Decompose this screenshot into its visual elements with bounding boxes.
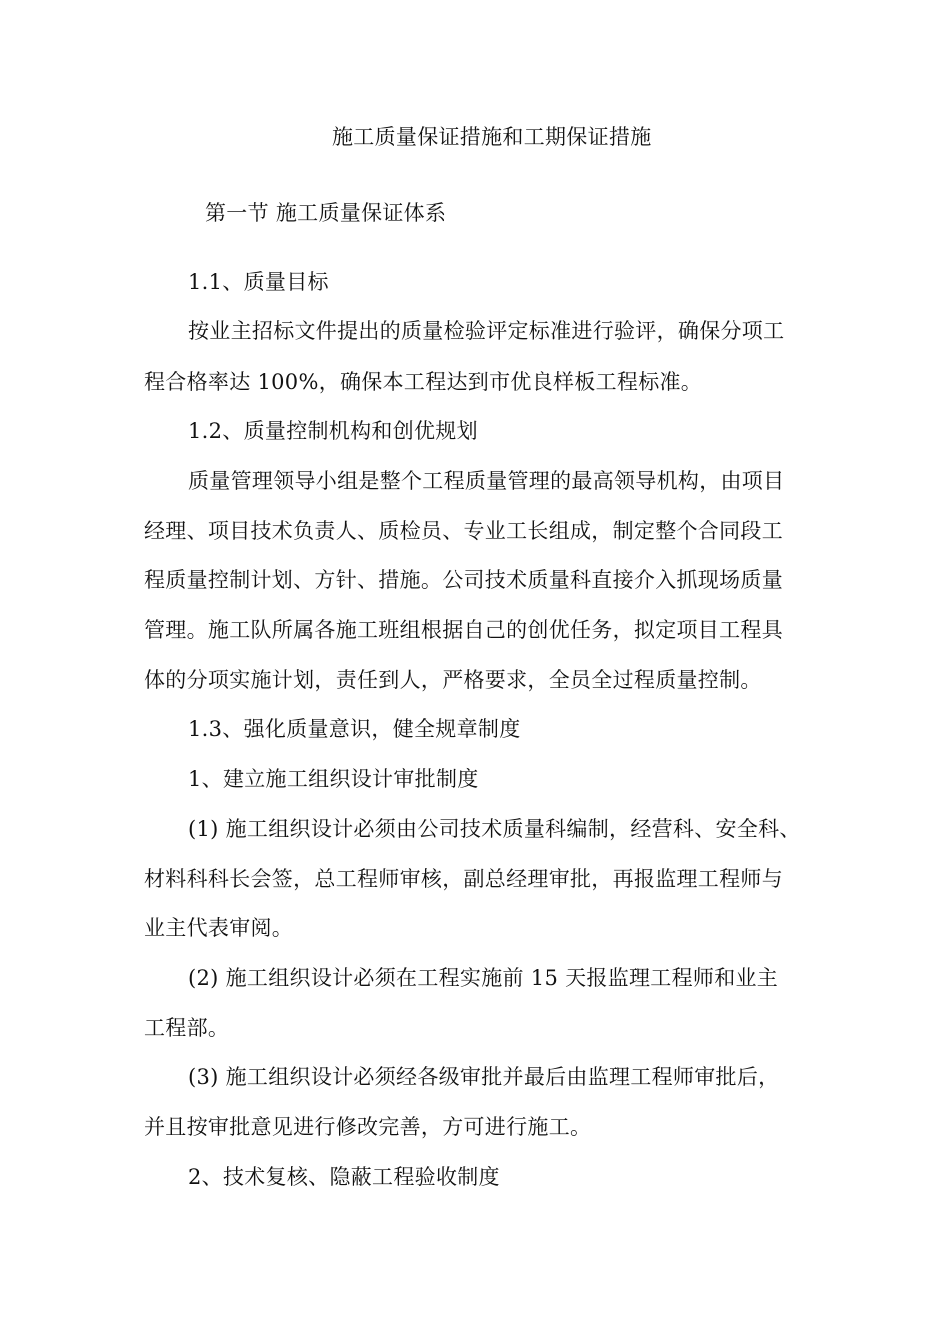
paragraph-line: 程合格率达 100%，确保本工程达到市优良样板工程标准。 — [144, 370, 703, 394]
paragraph-line: (1) 施工组织设计必须由公司技术质量科编制，经营科、安全科、 — [188, 817, 801, 841]
paragraph-line: 工程部。 — [144, 1016, 230, 1040]
subsection-heading-1-3: 1.3、强化质量意识，健全规章制度 — [188, 717, 521, 741]
paragraph-line: 业主代表审阅。 — [144, 916, 294, 940]
section-heading: 第一节 施工质量保证体系 — [205, 201, 447, 225]
item-heading-2: 2、技术复核、隐蔽工程验收制度 — [188, 1165, 500, 1189]
paragraph-line: 管理。施工队所属各施工班组根据自己的创优任务，拟定项目工程具 — [144, 618, 783, 642]
paragraph-line: 体的分项实施计划，责任到人，严格要求，全员全过程质量控制。 — [144, 668, 762, 692]
paragraph-line: 程质量控制计划、方针、措施。公司技术质量科直接介入抓现场质量 — [144, 568, 783, 592]
paragraph-line: 材料科科长会签，总工程师审核，副总经理审批，再报监理工程师与 — [144, 867, 783, 891]
item-heading-1: 1、建立施工组织设计审批制度 — [188, 767, 479, 791]
subsection-heading-1-1: 1.1、质量目标 — [188, 270, 329, 294]
paragraph-line: 经理、项目技术负责人、质检员、专业工长组成，制定整个合同段工 — [144, 519, 783, 543]
paragraph-line: 按业主招标文件提出的质量检验评定标准进行验评，确保分项工 — [188, 319, 785, 343]
paragraph-line: 质量管理领导小组是整个工程质量管理的最高领导机构，由项目 — [188, 469, 785, 493]
subsection-heading-1-2: 1.2、质量控制机构和创优规划 — [188, 419, 478, 443]
paragraph-line: (3) 施工组织设计必须经各级审批并最后由监理工程师审批后， — [188, 1065, 780, 1089]
document-title: 施工质量保证措施和工期保证措施 — [332, 125, 652, 149]
paragraph-line: (2) 施工组织设计必须在工程实施前 15 天报监理工程师和业主 — [188, 966, 779, 990]
paragraph-line: 并且按审批意见进行修改完善，方可进行施工。 — [144, 1115, 592, 1139]
